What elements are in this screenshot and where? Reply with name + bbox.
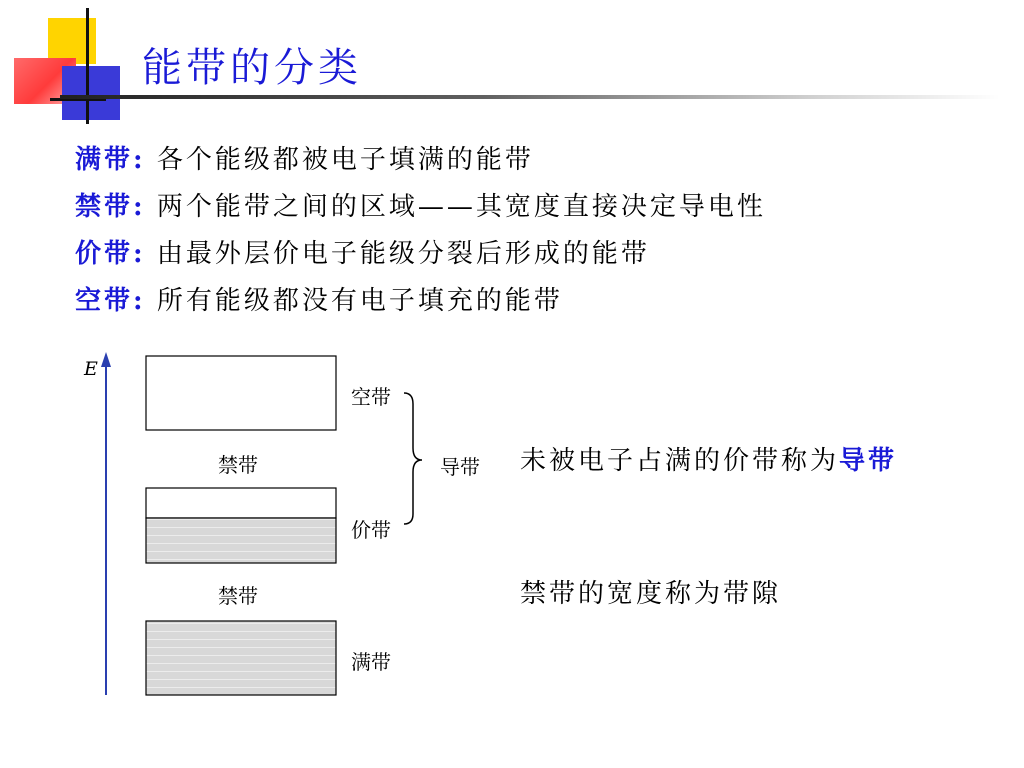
definition-text: 各个能级都被电子填满的能带 xyxy=(156,145,534,175)
definition-separator: : xyxy=(133,239,146,269)
valence-band-empty-part xyxy=(146,488,336,518)
conduction-note-text: 未被电子占满的价带称为 xyxy=(520,446,840,476)
forbidden-band-label-lower: 禁带 xyxy=(218,584,258,608)
conduction-note xyxy=(520,440,897,477)
definition-text: 所有能级都没有电子填充的能带 xyxy=(156,286,563,316)
forbidden-band-label-upper: 禁带 xyxy=(218,453,258,477)
valence-band-filled-part xyxy=(146,518,336,563)
page-title: 能带的分类 xyxy=(142,45,362,91)
full-band-label: 满带 xyxy=(351,650,391,674)
definition-text: 两个能带之间的区域——其宽度直接决定导电性 xyxy=(156,192,766,222)
definition-term: 空带 xyxy=(75,286,134,316)
full-band-box xyxy=(146,621,336,695)
empty-band-box xyxy=(146,356,336,430)
valence-band-label: 价带 xyxy=(351,518,391,542)
conduction-note-term: 导带 xyxy=(839,446,898,476)
definition-term: 满带 xyxy=(75,145,134,175)
definition-separator: : xyxy=(133,145,146,175)
energy-axis-label: E xyxy=(84,358,98,380)
empty-band-label: 空带 xyxy=(351,385,391,409)
conduction-band-label: 导带 xyxy=(440,455,480,479)
energy-axis-arrow-icon xyxy=(101,352,111,367)
band-gap-note: 禁带的宽度称为带隙 xyxy=(520,579,782,609)
definition-term: 价带 xyxy=(75,239,134,269)
definition-separator: : xyxy=(133,286,146,316)
definition-separator: : xyxy=(133,192,146,222)
conduction-brace xyxy=(404,393,422,524)
definition-term: 禁带 xyxy=(75,192,134,222)
definition-text: 由最外层价电子能级分裂后形成的能带 xyxy=(156,239,650,269)
